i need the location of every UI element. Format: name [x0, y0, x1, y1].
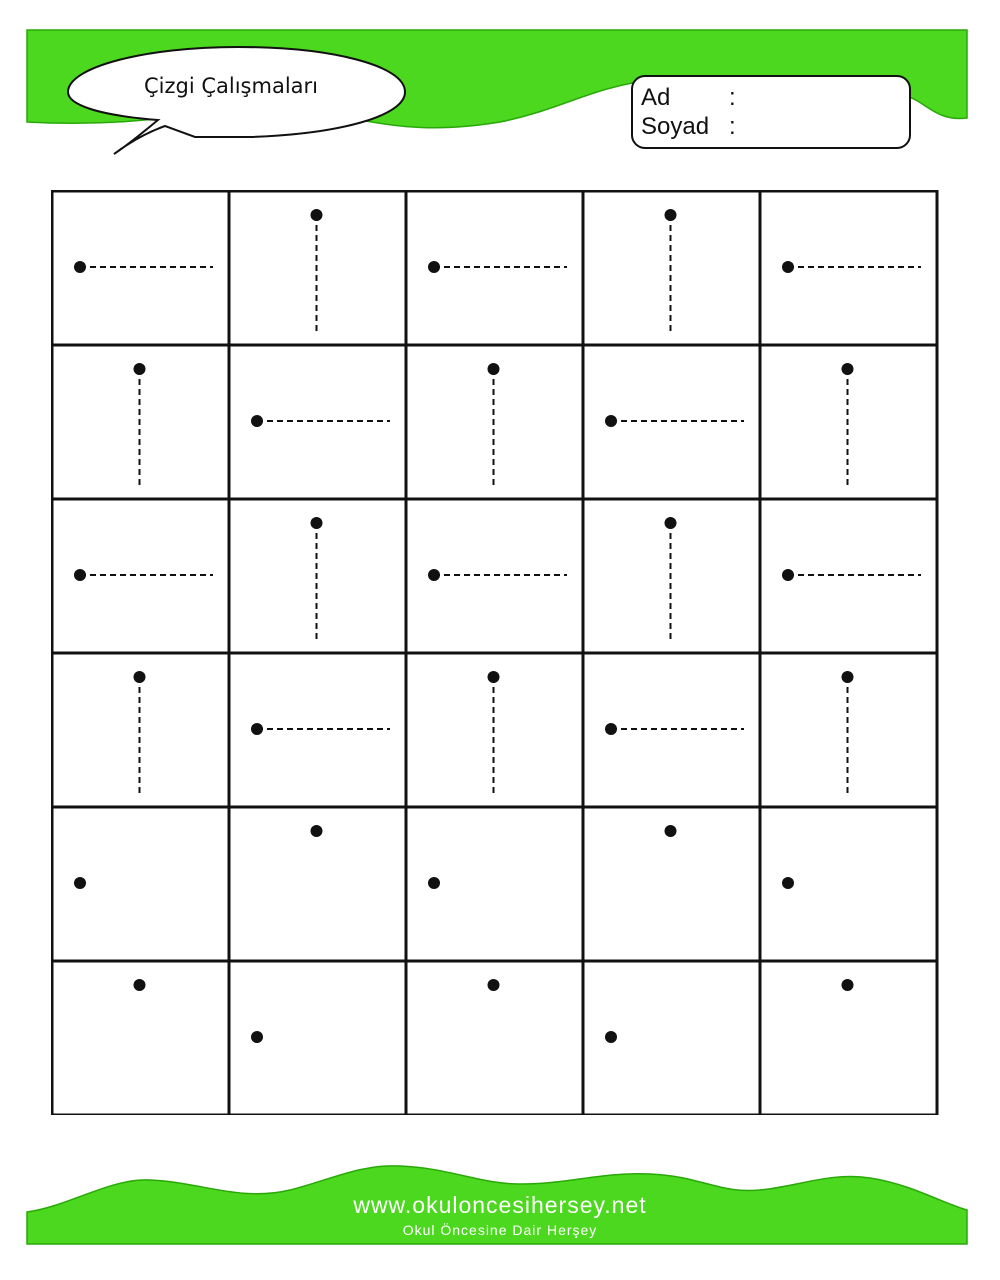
start-dot: [74, 877, 86, 889]
name-label: Ad: [641, 84, 671, 111]
start-dot: [428, 569, 440, 581]
surname-separator: :: [729, 113, 736, 140]
start-dot: [488, 979, 500, 991]
footer-website: www.okuloncesihersey.net: [353, 1192, 647, 1218]
start-dot: [665, 517, 677, 529]
start-dot: [605, 1031, 617, 1043]
start-dot: [488, 363, 500, 375]
start-dot: [842, 363, 854, 375]
start-dot: [665, 209, 677, 221]
start-dot: [782, 261, 794, 273]
start-dot: [311, 825, 323, 837]
start-dot: [311, 517, 323, 529]
start-dot: [782, 569, 794, 581]
name-separator: :: [729, 84, 736, 111]
start-dot: [842, 979, 854, 991]
tracing-grid: [51, 190, 939, 1115]
start-dot: [74, 569, 86, 581]
start-dot: [251, 415, 263, 427]
start-dot: [428, 877, 440, 889]
start-dot: [251, 723, 263, 735]
start-dot: [134, 363, 146, 375]
start-dot: [605, 723, 617, 735]
start-dot: [782, 877, 794, 889]
start-dot: [74, 261, 86, 273]
start-dot: [842, 671, 854, 683]
start-dot: [428, 261, 440, 273]
name-box: [631, 75, 911, 149]
start-dot: [134, 671, 146, 683]
speech-bubble: [68, 47, 405, 154]
footer-tagline: Okul Öncesine Dair Herşey: [402, 1222, 598, 1238]
start-dot: [251, 1031, 263, 1043]
start-dot: [605, 415, 617, 427]
start-dot: [488, 671, 500, 683]
start-dot: [311, 209, 323, 221]
start-dot: [134, 979, 146, 991]
worksheet-title: Çizgi Çalışmaları: [144, 74, 318, 98]
start-dot: [665, 825, 677, 837]
surname-label: Soyad: [641, 113, 710, 140]
